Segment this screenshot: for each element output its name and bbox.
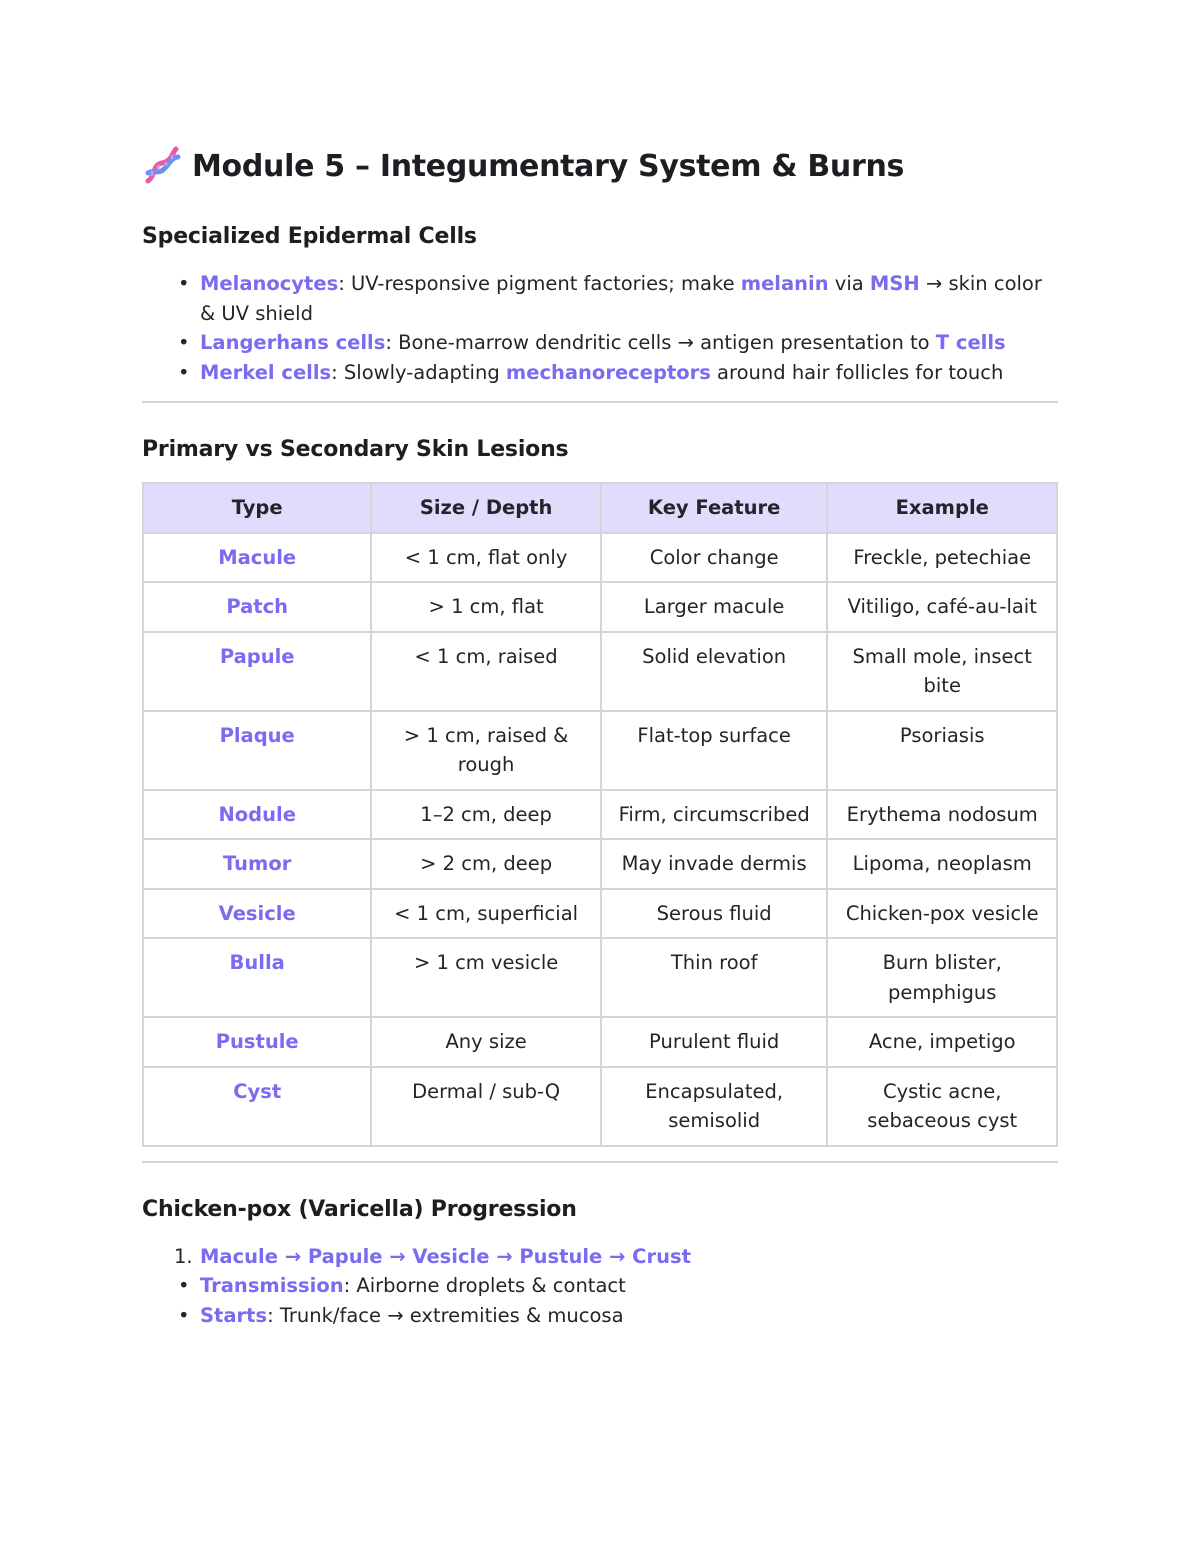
cell-type: Macule: [143, 533, 371, 583]
table-row: [143, 533, 1057, 583]
cell-type: Plaque: [143, 711, 371, 790]
column-header-key-feature: Key Feature: [601, 483, 828, 533]
bullet-icon: •: [178, 331, 190, 354]
cell-key-feature: Firm, circumscribed: [601, 790, 828, 840]
table-row: [143, 1067, 1057, 1146]
cell-key-feature: Purulent fluid: [601, 1017, 828, 1067]
list-text: → skin color & UV shield: [200, 272, 1042, 325]
section-heading-epidermal-cells: Specialized Epidermal Cells: [142, 224, 477, 249]
cell-type: Papule: [143, 632, 371, 711]
list-item: [178, 1271, 1058, 1301]
cell-size-depth: Dermal / sub-Q: [371, 1067, 600, 1146]
bullet-icon: •: [178, 272, 190, 295]
list-number: 1.: [174, 1244, 193, 1268]
cell-type: Pustule: [143, 1017, 371, 1067]
highlighted-term: mechanoreceptors: [505, 360, 711, 384]
table-row: [143, 711, 1057, 790]
cell-example: Psoriasis: [827, 711, 1057, 790]
table-row: [143, 938, 1057, 1017]
cell-size-depth: > 2 cm, deep: [371, 839, 600, 889]
table-row: [143, 839, 1057, 889]
cell-size-depth: Any size: [371, 1017, 600, 1067]
table-row: [143, 632, 1057, 711]
cell-example: Lipoma, neoplasm: [827, 839, 1057, 889]
list-item: [178, 328, 1058, 358]
cell-key-feature: Encapsulated, semisolid: [601, 1067, 828, 1146]
section-heading-chicken-pox: Chicken-pox (Varicella) Progression: [142, 1196, 577, 1222]
skin-lesions-table: [142, 482, 1058, 1147]
list-item: [174, 1242, 1058, 1272]
cell-example: Erythema nodosum: [827, 790, 1057, 840]
highlighted-term: MSH: [869, 272, 920, 295]
cell-size-depth: < 1 cm, flat only: [371, 533, 600, 583]
highlighted-term: Transmission: [200, 1274, 344, 1297]
cell-size-depth: 1–2 cm, deep: [371, 790, 600, 840]
section-divider: [142, 401, 1058, 403]
page-title: [142, 138, 1058, 194]
cell-type: Nodule: [143, 790, 371, 840]
list-text: : UV-responsive pigment factories; make: [338, 272, 741, 295]
cell-key-feature: May invade dermis: [601, 839, 828, 889]
list-text: : Slowly-adapting: [331, 360, 506, 384]
cell-size-depth: > 1 cm vesicle: [371, 938, 600, 1017]
list-text: : Bone-marrow dendritic cells → antigen presentation to: [385, 331, 936, 354]
list-item: [178, 1301, 1058, 1331]
cell-example: Small mole, insect bite: [827, 632, 1057, 711]
cell-size-depth: > 1 cm, flat: [371, 582, 600, 632]
highlighted-term: Langerhans cells: [200, 331, 386, 354]
bullet-icon: •: [178, 1303, 190, 1327]
cell-key-feature: Flat-top surface: [601, 711, 828, 790]
highlighted-term: melanin: [740, 272, 829, 295]
cell-type: Tumor: [143, 839, 371, 889]
cell-key-feature: Solid elevation: [601, 632, 828, 711]
cell-type: Patch: [143, 582, 371, 632]
cell-example: Cystic acne, sebaceous cyst: [827, 1067, 1057, 1146]
bullet-icon: •: [178, 1274, 190, 1297]
cell-example: Acne, impetigo: [827, 1017, 1057, 1067]
cell-size-depth: > 1 cm, raised & rough: [371, 711, 600, 790]
highlighted-term: Melanocytes: [200, 272, 339, 295]
cell-size-depth: < 1 cm, superficial: [371, 889, 600, 939]
cell-example: Vitiligo, café-au-lait: [827, 582, 1057, 632]
list-item: [178, 358, 1058, 388]
cell-example: Chicken-pox vesicle: [827, 889, 1057, 939]
cell-key-feature: Larger macule: [601, 582, 828, 632]
table-header-row: [143, 483, 1057, 533]
list-item: [178, 269, 1058, 328]
document-content: [142, 138, 1058, 1330]
list-text: via: [828, 272, 870, 295]
bullet-icon: •: [178, 360, 190, 384]
list-text: : Trunk/face → extremities & mucosa: [267, 1303, 624, 1327]
section-heading-skin-lesions: Primary vs Secondary Skin Lesions: [142, 437, 569, 462]
highlighted-term: T cells: [935, 331, 1006, 354]
table-row: [143, 790, 1057, 840]
cell-size-depth: < 1 cm, raised: [371, 632, 600, 711]
cell-example: Burn blister, pemphigus: [827, 938, 1057, 1017]
table-row: [143, 889, 1057, 939]
column-header-type: Type: [143, 483, 371, 533]
table-row: [143, 582, 1057, 632]
list-text: : Airborne droplets & contact: [343, 1274, 626, 1297]
cell-key-feature: Serous fluid: [601, 889, 828, 939]
table-row: [143, 1017, 1057, 1067]
column-header-size-depth: Size / Depth: [371, 483, 600, 533]
dna-icon: [142, 145, 182, 187]
highlighted-term: Starts: [200, 1303, 268, 1327]
list-text: around hair follicles for touch: [710, 360, 1004, 384]
cell-key-feature: Color change: [601, 533, 828, 583]
highlighted-term: Macule → Papule → Vesicle → Pustule → Crust: [200, 1244, 691, 1268]
cell-type: Vesicle: [143, 889, 371, 939]
chicken-pox-list: [174, 1242, 1058, 1331]
epidermal-cells-list: [178, 269, 1058, 387]
cell-example: Freckle, petechiae: [827, 533, 1057, 583]
column-header-example: Example: [827, 483, 1057, 533]
cell-key-feature: Thin roof: [601, 938, 828, 1017]
highlighted-term: Merkel cells: [200, 360, 332, 384]
page-title-text: Module 5 – Integumentary System & Burns: [192, 148, 905, 184]
cell-type: Cyst: [143, 1067, 371, 1146]
section-divider: [142, 1161, 1058, 1163]
cell-type: Bulla: [143, 938, 371, 1017]
